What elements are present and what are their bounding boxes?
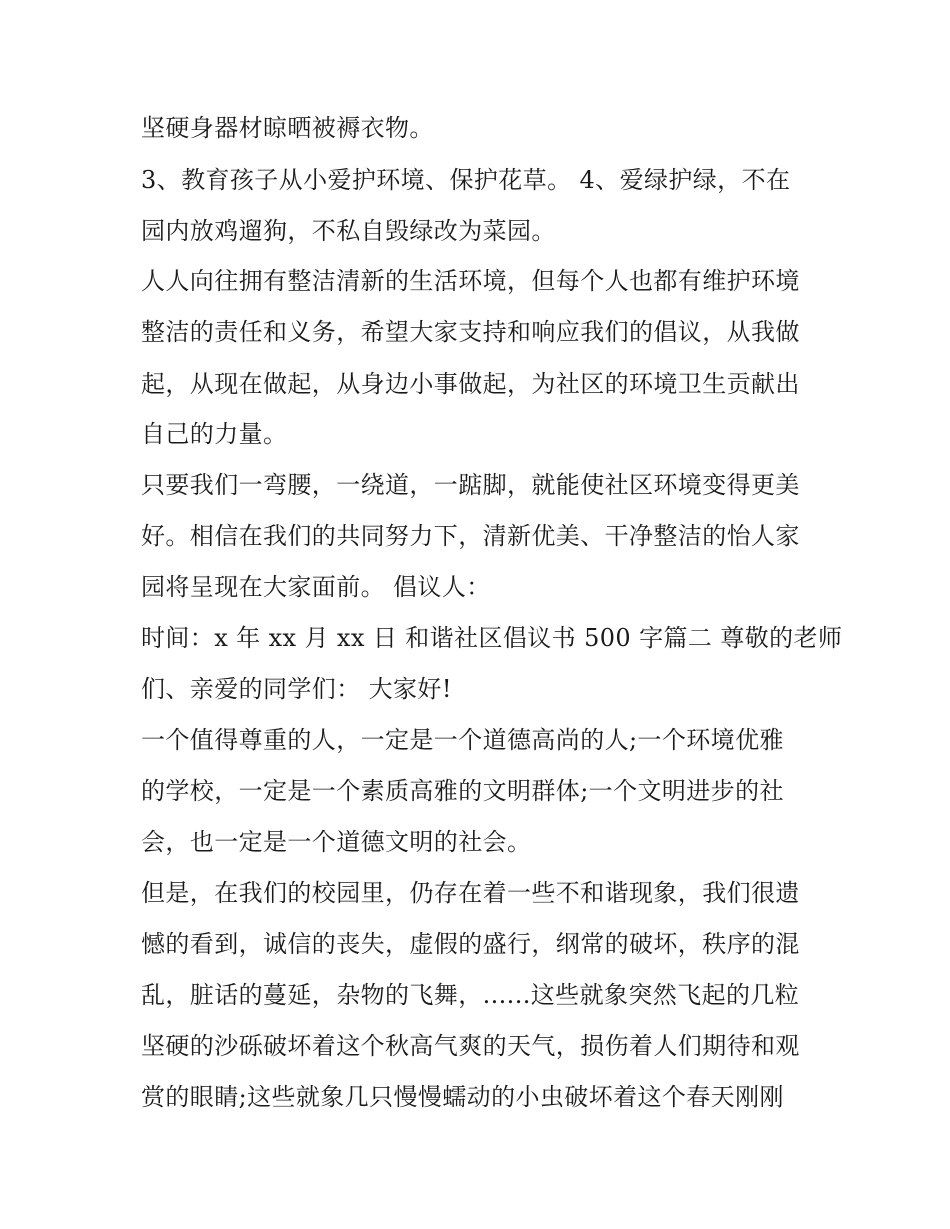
text-line: 坚硬身器材晾晒被褥衣物。 bbox=[141, 114, 434, 142]
text-line: 园将呈现在大家面前。 倡议人： bbox=[141, 573, 491, 601]
text-line: 起，从现在做起，从身边小事做起，为社区的环境卫生贡献出 bbox=[141, 370, 800, 398]
text-line: 3、教育孩子从小爱护环境、保护花草。 4、爱绿护绿，不在 bbox=[141, 166, 791, 194]
text-line: 园内放鸡遛狗，不私自毁绿改为菜园。 bbox=[141, 217, 556, 245]
text-line: 自己的力量。 bbox=[141, 420, 288, 448]
text-line: 人人向往拥有整洁清新的生活环境，但每个人也都有维护环境 bbox=[141, 267, 800, 295]
text-line: 的学校，一定是一个素质高雅的文明群体;一个文明进步的社 bbox=[141, 777, 784, 805]
text-line: 时间：x 年 xx 月 xx 日 和谐社区倡议书 500 字篇二 尊敬的老师 bbox=[141, 624, 843, 652]
text-line: 赏的眼睛;这些就象几只慢慢蠕动的小虫破坏着这个春天刚刚 bbox=[141, 1083, 784, 1111]
text-line: 憾的看到，诚信的丧失，虚假的盛行，纲常的破坏，秩序的混 bbox=[141, 930, 800, 958]
text-line: 一个值得尊重的人，一定是一个道德高尚的人;一个环境优雅 bbox=[141, 726, 784, 754]
text-line: 但是，在我们的校园里，仍存在着一些不和谐现象，我们很遗 bbox=[141, 879, 800, 907]
text-line: 坚硬的沙砾破坏着这个秋高气爽的天气，损伤着人们期待和观 bbox=[141, 1032, 800, 1060]
text-line: 们、亲爱的同学们： 大家好! bbox=[141, 675, 452, 703]
text-line: 乱，脏话的蔓延，杂物的飞舞，......这些就象突然飞起的几粒 bbox=[141, 981, 800, 1009]
text-line: 会，也一定是一个道德文明的社会。 bbox=[141, 828, 532, 856]
text-line: 只要我们一弯腰，一绕道，一踮脚，就能使社区环境变得更美 bbox=[141, 471, 800, 499]
text-line: 好。相信在我们的共同努力下，清新优美、干净整洁的怡人家 bbox=[141, 522, 800, 550]
text-line: 整洁的责任和义务，希望大家支持和响应我们的倡议，从我做 bbox=[141, 318, 800, 346]
